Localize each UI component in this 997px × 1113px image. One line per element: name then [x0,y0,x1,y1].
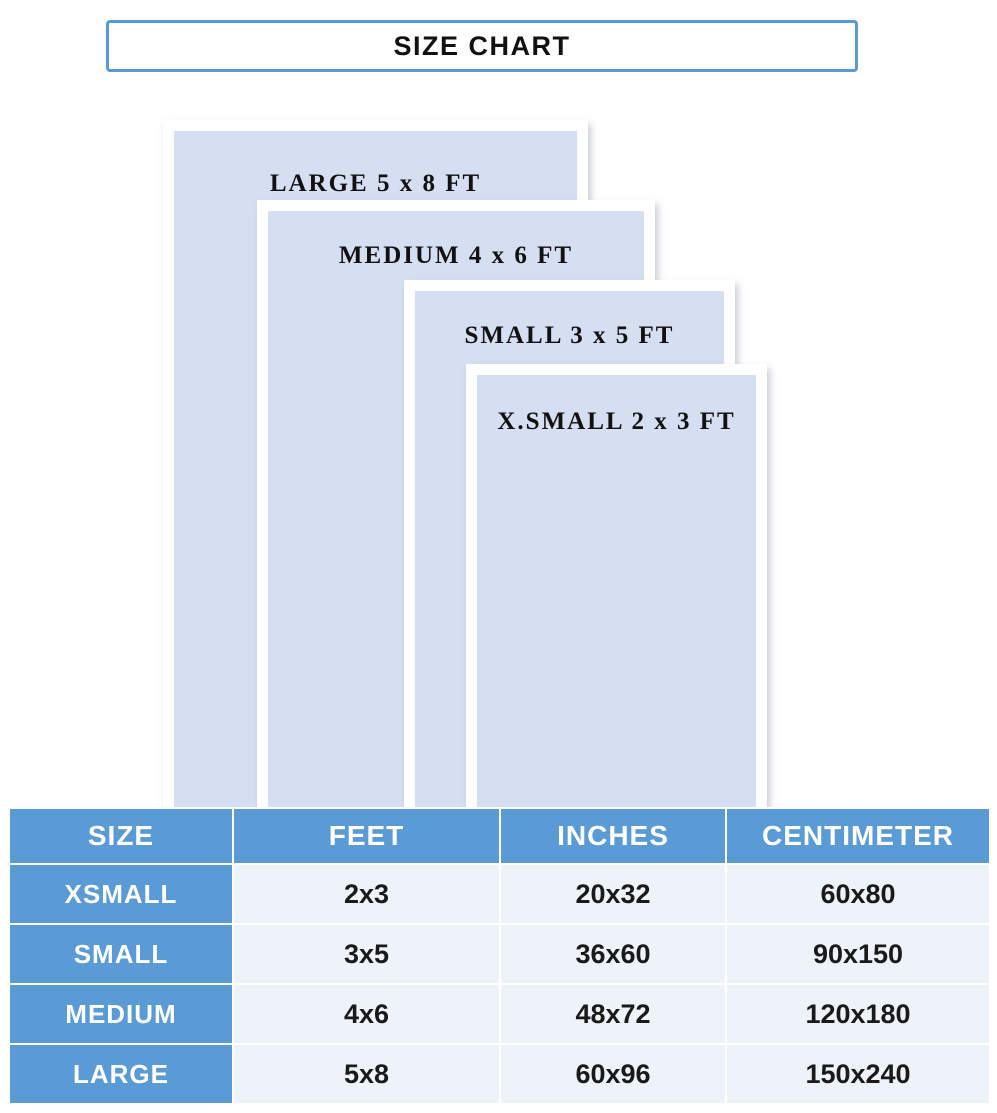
size-chart-title-bar [106,20,858,72]
table-cell-centimeter: 60x80 [726,864,990,924]
table-cell-feet: 4x6 [233,984,500,1044]
rug-swatch-medium-label: MEDIUM 4 x 6 FT [338,242,574,269]
table-header-row [9,808,990,864]
table-row [9,1044,990,1104]
table-row [9,984,990,1044]
page-title: SIZE CHART [393,30,571,61]
rug-swatch-small-label: SMALL 3 x 5 FT [464,322,675,349]
table-cell-inches: 36x60 [500,924,726,984]
table-header-centimeter: CENTIMETER [726,808,990,864]
table-cell-feet: 5x8 [233,1044,500,1104]
table-cell-size: XSMALL [9,864,233,924]
table-cell-centimeter: 150x240 [726,1044,990,1104]
table-cell-size: MEDIUM [9,984,233,1044]
table-cell-inches: 48x72 [500,984,726,1044]
rug-swatch-xsmall-label: X.SMALL 2 x 3 FT [497,408,736,435]
table-cell-feet: 3x5 [233,924,500,984]
table-cell-inches: 20x32 [500,864,726,924]
table-header-size: SIZE [9,808,233,864]
table-cell-inches: 60x96 [500,1044,726,1104]
table-cell-centimeter: 90x150 [726,924,990,984]
rug-size-illustration [0,96,997,806]
table-row [9,864,990,924]
table-cell-centimeter: 120x180 [726,984,990,1044]
rug-swatch-large-label: LARGE 5 x 8 FT [269,170,482,197]
table-row [9,924,990,984]
table-cell-size: SMALL [9,924,233,984]
table-header-feet: FEET [233,808,500,864]
table-header-inches: INCHES [500,808,726,864]
size-table [8,807,991,1105]
table-cell-size: LARGE [9,1044,233,1104]
table-cell-feet: 2x3 [233,864,500,924]
